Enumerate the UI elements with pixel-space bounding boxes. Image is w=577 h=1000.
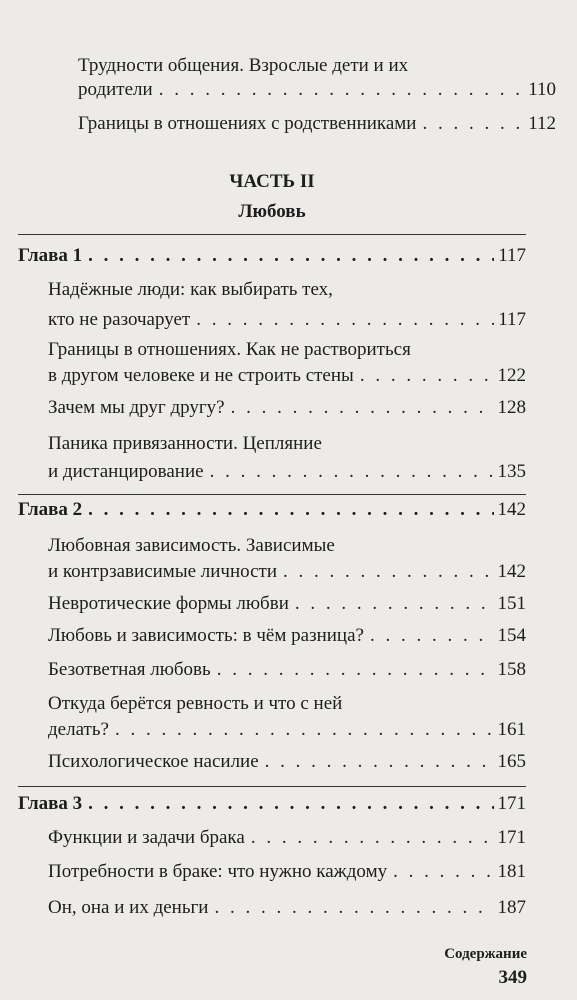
leader-dots <box>231 396 494 420</box>
divider <box>18 234 526 235</box>
toc-entry-line: Откуда берётся ревность и что с ней <box>48 693 343 714</box>
page-number: 181 <box>497 861 526 882</box>
toc-entry <box>48 860 526 884</box>
toc-entry-line: Функции и задачи брака <box>48 827 245 848</box>
page-number: 142 <box>497 499 526 520</box>
toc-entry-line: Границы в отношениях. Как не раствориться <box>48 339 411 360</box>
leader-dots <box>88 244 494 268</box>
chapter-heading <box>18 792 526 816</box>
page-number: 171 <box>497 793 526 814</box>
toc-entry-line: Он, она и их деньги <box>48 897 209 918</box>
toc-entry-line: Границы в отношениях с родственниками <box>78 113 417 134</box>
leader-dots <box>214 896 493 920</box>
page-number: 112 <box>528 113 556 134</box>
page-number: 122 <box>497 365 526 386</box>
toc-entry <box>48 432 526 484</box>
running-footer-title: Содержание <box>444 946 527 962</box>
leader-dots <box>115 718 494 742</box>
toc-entry <box>48 54 556 102</box>
folio-page-number: 349 <box>498 967 527 988</box>
toc-entry <box>48 826 526 850</box>
page-number: 142 <box>497 561 526 582</box>
toc-entry-line: Психологическое насилие <box>48 751 259 772</box>
toc-entry <box>48 338 526 388</box>
toc-entry-line: Паника привязанности. Цепляние <box>48 433 322 454</box>
page-number: 110 <box>528 79 556 100</box>
part-label: ЧАСТЬ II <box>229 171 315 192</box>
toc-entry-line: Безответная любовь <box>48 659 211 680</box>
toc-entry <box>48 658 526 682</box>
page-number: 151 <box>497 593 526 614</box>
toc-entry-line: Потребности в браке: что нужно каждому <box>48 861 388 882</box>
toc-entry <box>48 692 526 742</box>
page-number: 154 <box>497 625 526 646</box>
toc-entry-line: Трудности общения. Взрослые дети и их <box>78 55 409 76</box>
toc-entry <box>48 112 556 136</box>
leader-dots <box>283 560 493 584</box>
page-number: 187 <box>497 897 526 918</box>
leader-dots <box>217 658 494 682</box>
toc-entry-line: Невротические формы любви <box>48 593 289 614</box>
leader-dots <box>196 308 494 332</box>
toc-entry-line: Любовная зависимость. Зависимые <box>48 535 335 556</box>
divider <box>18 786 526 787</box>
page-number: 117 <box>498 245 526 266</box>
toc-entry-line: в другом человеке и не строить стены <box>48 365 354 386</box>
leader-dots <box>370 624 494 648</box>
toc-entry <box>48 750 526 774</box>
leader-dots <box>295 592 494 616</box>
toc-entry <box>48 278 526 332</box>
toc-entry-line: Зачем мы друг другу? <box>48 397 225 418</box>
leader-dots <box>159 78 525 102</box>
leader-dots <box>360 364 494 388</box>
page-number: 128 <box>497 397 526 418</box>
leader-dots <box>393 860 493 884</box>
chapter-label: Глава 1 <box>18 245 83 266</box>
page-number: 158 <box>497 659 526 680</box>
page-number: 171 <box>497 827 526 848</box>
toc-entry-line: и дистанцирование <box>48 461 204 482</box>
toc-entry-line: и контрзависимые личности <box>48 561 278 582</box>
chapter-label: Глава 2 <box>18 499 83 520</box>
chapter-label: Глава 3 <box>18 793 83 814</box>
toc-entry <box>48 624 526 648</box>
leader-dots <box>265 750 494 774</box>
toc-entry <box>48 534 526 584</box>
chapter-heading <box>18 498 526 522</box>
toc-entry-line: кто не разочарует <box>48 309 191 330</box>
leader-dots <box>251 826 494 850</box>
leader-dots <box>422 112 524 136</box>
toc-entry-line: Надёжные люди: как выбирать тех, <box>48 279 333 300</box>
toc-entry <box>48 592 526 616</box>
part-title: Любовь <box>238 201 306 222</box>
page-number: 117 <box>498 309 526 330</box>
divider <box>18 494 526 495</box>
toc-entry-line: Любовь и зависимость: в чём разница? <box>48 625 364 646</box>
page-number: 161 <box>497 719 526 740</box>
toc-entry <box>48 896 526 920</box>
page-number: 135 <box>497 461 526 482</box>
toc-entry-line: родители <box>78 79 153 100</box>
chapter-heading <box>18 244 526 268</box>
page-number: 165 <box>497 751 526 772</box>
toc-entry-line: делать? <box>48 719 109 740</box>
leader-dots <box>210 460 494 484</box>
leader-dots <box>88 498 493 522</box>
toc-entry <box>48 396 526 420</box>
leader-dots <box>88 792 493 816</box>
